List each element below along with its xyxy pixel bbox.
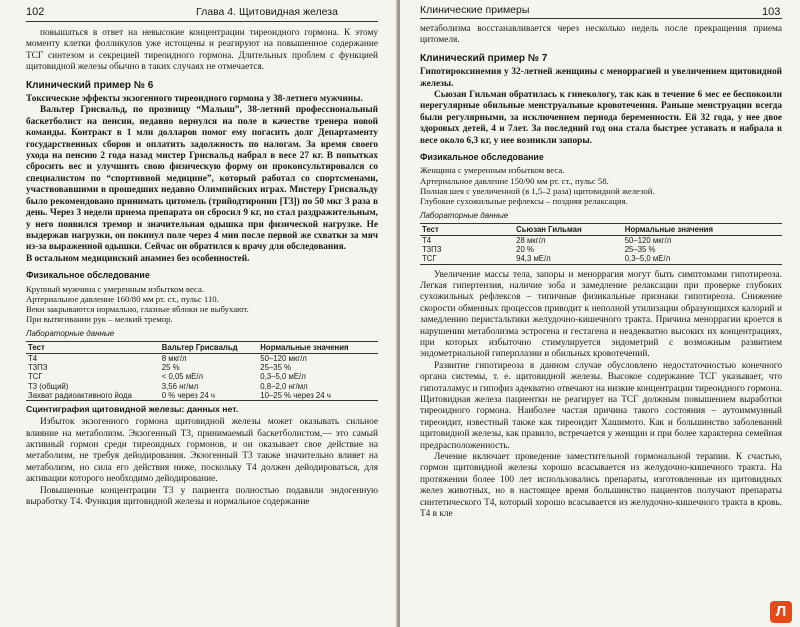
left-running-head: Глава 4. Щитовидная железа [196,6,338,18]
column-header: Сьюзан Гильман [514,223,623,235]
case6-lab-heading: Лабораторные данные [26,329,115,339]
table-row [420,235,782,245]
publisher-logo-icon: Л [770,601,792,623]
right-paragraph-3: Лечение включает проведение заместительной гормональной терапии. К счастью, гормон щитовидной железы хорошо всасывается из желудочно-кишечного тракта. На протяжении более 100 лет использовались препараты, изготовленные из щитовидных желез животных, но в настоящее время большинство пациентов получают препараты синтетического Т4, который хорошо всасывается из желудочно-кишечного тракта в кровь. Т4 в кле [420,452,782,520]
right-running-head: Клинические примеры [420,4,530,16]
table-row [26,372,378,381]
right-paragraph-2: Развитие гипотиреоза в данном случае обусловлено недостаточностью конечного органа системы, т. е. щитовидной железы. Высокое содержание ТСГ указывает, что гипоталамус и гипофиз адекватно отвечают на низкие концентрации тиреоидного гормона. Щитовидная железа пациентки не реагирует на ТСГ должным повышением выработки тиреоидного гормона. Наиболее частая причина такого состояния – аутоиммунный тиреоидит, известный также как тиреоидит Хашимото. Как и большинство заболеваний щитовидной железы, как правило, встречается у женщин и при более характерна семейная предрасположенность. [420,360,782,451]
table-row [26,391,378,401]
left-intro-paragraph: повышаться в ответ на невысокие концентрации тиреоидного гормона. К этому моменту клетки фолликулов уже истощены и реагируют на повышенное содержание ТСГ синтезом и секрецией тиреоидного гормона. Длительных проблем с функцией щитовидной железы обычно в таких случаях не отмечается. [26,28,378,73]
case7-exam-list [420,165,782,206]
case6-lab-table [26,341,378,401]
table-cell: Т3ПЗ [422,245,442,255]
left-paragraph-2: Избыток экзогенного гормона щитовидной железы может оказывать сильное влияние на метаболизм. Экзогенный Т3, принимаемый баскетболистом,— это самый активный гормон среди тиреоидных гормонов, и он оказывает свое действие на метаболизм, не требуя дейодирования. Экзогенный Т3 также значительно влияет на метаболизм, но сила его действия ниже, поскольку Т4 должен дейодироваться, для активации которого необходимо дейодирование. [26,417,378,485]
case6-exam-list [26,284,378,325]
left-page [0,0,398,627]
table-cell: 0,8–2,0 нг/мл [260,381,308,391]
table-cell: < 0,05 мЕ/л [161,372,204,382]
right-page [400,0,800,627]
table-row [420,245,782,254]
column-header: Тест [420,223,514,235]
case7-subtitle: Гипотироксинемия у 32-летней женщины с меноррагией и увеличением щитовидной железы. [420,67,782,89]
table-header-row [26,341,378,353]
table-cell: 25–35 % [624,245,656,255]
case6-story: Вальтер Грисвальд, по прозвищу “Малыш”, 38-летний профессиональный баскетболист на пенсии, недавно вернулся на поле в качестве тренера новой команды. Контракт в 1 млн долларов помог ему погасить долг Департаменту государственных сборов и оплатить задолжность по налогам. За время своего ухода на пенсию 2 года назад мистер Грисвальд набрал в весе 27 кг. В попытках сбросить вес и улучшить свою физическую форму он проконсультировался со специалистом по “спортивной медицине”, который работал со спортсменами, участвовавшими в прошедших недавно Олимпийских играх. Мистеру Грисвальду было рекомендовано принимать цитомель (трийодтиронин [Т3]) по 50 мкг 3 раза в день. Через 3 недели приема препарата он сбросил 9 кг, но стал раздражительным, у него появился тремор и значительная одышка при физической нагрузке. Не выдержав нагрузки, он покинул поле через 4 мин после первой же схватки за мяч из-за выраженной одышки. Сейчас он обратился к врачу для обследования. [26,105,378,253]
column-header: Нормальные значения [623,223,782,235]
case6-exam-line: При вытягивании рук – мелкий тремор. [26,314,173,325]
table-cell: ТСГ [28,372,43,382]
case6-exam-line: Артериальное давление 160/80 мм рт. ст., пульс 110. [26,293,219,304]
right-page-number: 103 [762,6,781,18]
table-row [26,382,378,391]
left-page-number: 102 [26,6,45,18]
case7-exam-line: Глубокие сухожильные рефлексы – поздняя релаксация. [420,196,628,207]
case7-story: Сьюзан Гильман обратилась к гинекологу, так как в течение 6 мес ее беспокоили нерегулярные обильные менструальные кровотечения. Раньше менструации всегда были регулярными, за исключением периода беременности. Ей 32 года, у нее двое здоровых детей, 4 и 7лет. За последний год она стала быстрее уставать и набрала в весе около 6,3 кг, у нее возникли запоры. [420,90,782,146]
case7-title: Клинический пример № 7 [420,52,548,64]
table-cell: 94,3 мЕ/л [514,254,623,264]
table-cell: 20 % [516,245,534,255]
column-header: Нормальные значения [258,341,378,353]
table-cell: Захват радиоактивного йода [26,391,160,401]
left-paragraph-3: Повышенные концентрации Т3 у пациента полностью подавили эндогенную выработку Т4. Функция щитовидной железы и нормальное содержание [26,485,378,508]
case7-exam-line: Женщина с умеренным избытком веса. [420,165,565,176]
table-cell: 0,3–5,0 мЕ/л [623,254,782,264]
case6-exam-line: Веки закрываются нормально, глазные яблоки не выбухают. [26,303,249,314]
table-cell: 50–120 мкг/л [260,353,307,363]
case6-history: В остальном медицинский анамнез без особенностей. [26,253,250,264]
right-intro-paragraph: метаболизма восстанавливается через несколько недель после прекращения приема цитомеля. [420,24,782,46]
right-paragraph-1: Увеличение массы тела, запоры и меноррагия могут быть симптомами гипотиреоза. Легкая гипертензия, наличие зоба и замедление релаксации при проверке глубоких сухожильных рефлексов – типичные физикальные признаки гипотиреоза. Снижение скорости обменных процессов приводит к неполной утилизации образующихся калорий и замедлению перистальтики желудочно-кишечного тракта. Причина меноррагии кроется в нарушении метаболизма эстрогена и гестагена и неадекватно высоких их концентрациях, при которых избыточно стимулируется эндометрий с возможным развитием эндометриальной гиперплазии и обильных кровотечений. [420,269,782,360]
table-cell: 25–35 % [260,363,292,373]
table-cell: 0 % через 24 ч [160,391,259,401]
table-cell: 3,56 нг/мл [161,381,199,391]
case6-exam-line: Крупный мужчина с умеренным избытком веса. [26,283,205,294]
case7-lab-heading: Лабораторные данные [420,211,509,221]
case6-exam-heading: Физикальное обследование [26,270,150,281]
case6-scan-note: Сцинтиграфия щитовидной железы: данных нет. [26,403,239,414]
table-row [26,353,378,363]
table-cell: 50–120 мкг/л [624,235,672,245]
table-cell: Т3 (общий) [28,381,69,391]
table-cell: ТСГ [420,254,514,264]
case7-exam-heading: Физикальное обследование [420,152,544,163]
column-header: Тест [26,341,160,353]
column-header: Вальтер Грисвальд [160,341,259,353]
table-cell: Т4 [28,353,38,363]
table-cell: Т3ПЗ [28,363,48,373]
left-body [26,28,378,508]
left-head-rule [26,21,378,22]
case6-title: Клинический пример № 6 [26,79,154,91]
table-cell: 25 % [161,363,180,373]
table-cell: 28 мкг/л [516,235,546,245]
right-body [420,24,782,520]
case7-exam-line: Артериальное давление 150/90 мм рт. ст., пульс 58. [420,175,609,186]
table-header-row [420,223,782,235]
table-cell: 0,3–5,0 мЕ/л [260,372,306,382]
case6-subtitle: Токсические эффекты экзогенного тиреоидного гормона у 38-летнего мужчины. [26,94,363,105]
right-head-rule [420,18,782,19]
table-row [26,363,378,372]
case7-exam-line: Полная шея с увеличенной (в 1,5–2 раза) щитовидной железой. [420,185,655,196]
case7-lab-table [420,223,782,265]
table-cell: Т4 [422,235,432,245]
table-cell: 10–25 % через 24 ч [258,391,378,401]
table-row [420,254,782,264]
table-cell: 8 мкг/л [161,353,187,363]
